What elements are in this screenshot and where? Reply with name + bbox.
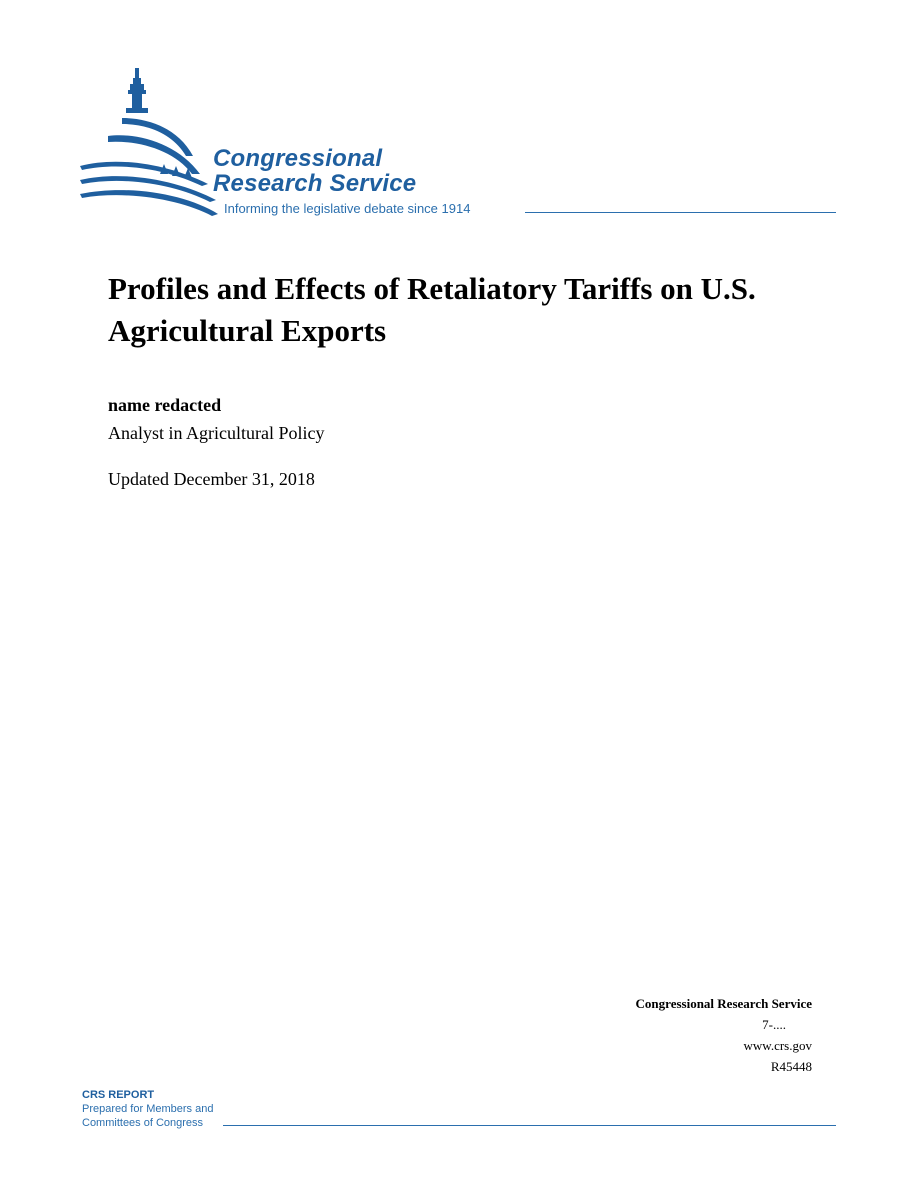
author-name: name redacted: [108, 395, 222, 415]
updated-date: Updated December 31, 2018: [108, 469, 315, 489]
org-name: [213, 146, 416, 196]
footer-line-1: Prepared for Members and: [82, 1103, 214, 1115]
publisher-organization: Congressional Research Service: [635, 996, 812, 1011]
footer-divider: [223, 1125, 836, 1126]
report-number: R45448: [770, 1059, 812, 1074]
publisher-website[interactable]: www.crs.gov: [743, 1038, 812, 1053]
crs-logo: [78, 66, 838, 226]
tagline: Informing the legislative debate since 1914: [224, 201, 471, 216]
footer-heading: CRS REPORT: [82, 1089, 155, 1101]
footer: [82, 1089, 836, 1133]
header-divider: [525, 212, 836, 213]
publisher-info: [636, 993, 812, 1077]
org-name-line1: Congressional: [213, 145, 383, 172]
report-title: Profiles and Effects of Retaliatory Tariffs on U.S. Agricultural Exports: [108, 271, 756, 348]
org-name-line2: Research Service: [213, 170, 417, 197]
publisher-phone: 7-....: [762, 1017, 786, 1032]
author-position: Analyst in Agricultural Policy: [108, 423, 325, 443]
footer-line-2: Committees of Congress: [82, 1117, 204, 1129]
capitol-dome-icon: [78, 66, 228, 218]
